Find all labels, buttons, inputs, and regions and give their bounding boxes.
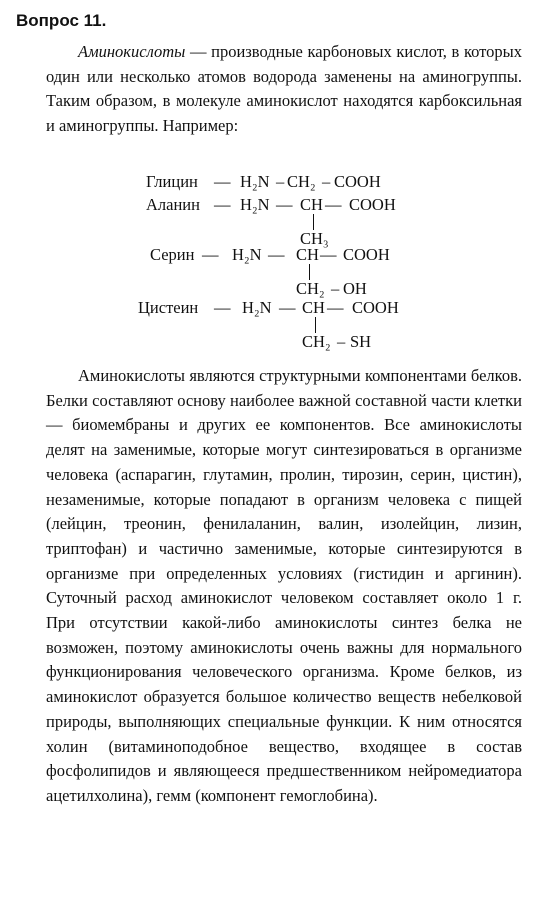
cysteine-vertical-bond bbox=[315, 317, 316, 333]
serine-ch2: CH₂ bbox=[296, 279, 325, 298]
cysteine-ch: CH bbox=[302, 298, 325, 317]
alanine-dash: — bbox=[214, 195, 231, 214]
glycine-dash: — bbox=[214, 172, 231, 191]
alanine-name: Аланин bbox=[146, 195, 200, 214]
alanine-ch: CH bbox=[300, 195, 323, 214]
cysteine-cooh: COOH bbox=[352, 298, 399, 317]
glycine-bond-1: – bbox=[276, 172, 285, 191]
cysteine-name: Цистеин bbox=[138, 298, 199, 317]
body-paragraph: Аминокислоты являются структурными компонентами белков. Белки составляют основу наиболее важной составной части клетки — биомембраны и других ее компонентов. Все аминокислоты делят на заменимые, которые могут синтезироваться в организме человека (аспарагин, глутамин, пролин, тирозин, серин, цистин), незаменимые, которые попадают в организм человека с пищей (лейцин, треонин, фенилаланин, валин, изолейцин, лизин, триптофан) и частично заменимые, которые синтезируются в организме при определенных условиях (гистидин и аргинин). Суточный расход аминокислот человеком составляет около 1 г. При отсутствии какой-либо аминокислоты синтез белка не возможен, поэтому аминокислоты очень важны для нормального функционирования человеческого организма. Кроме белков, из аминокислот образуется большое количество веществ небелковой природы, выполняющих специальные функции. К ним относятся холин (витаминоподобное вещество, входящее в состав фосфолипидов и являющееся предшественником нейромедиатора ацетилхолина), гемм (компонент гемоглобина). bbox=[46, 366, 522, 805]
cysteine-sh-bond: – bbox=[337, 332, 346, 351]
question-heading: Вопрос 11. bbox=[16, 11, 107, 30]
alanine-bond-2: — bbox=[325, 195, 342, 214]
alanine-cooh: COOH bbox=[349, 195, 396, 214]
cysteine-bond-1: — bbox=[279, 298, 296, 317]
glycine-name: Глицин bbox=[146, 172, 198, 191]
serine-name: Серин bbox=[150, 245, 195, 264]
cysteine-bond-2: — bbox=[327, 298, 344, 317]
intro-term: Аминокислоты bbox=[78, 42, 186, 61]
serine-dash: — bbox=[202, 245, 219, 264]
alanine-bond-1: — bbox=[276, 195, 293, 214]
serine-ch: CH bbox=[296, 245, 319, 264]
cysteine-sh: SH bbox=[350, 332, 372, 351]
serine-vertical-bond bbox=[309, 264, 310, 280]
glycine-cooh: COOH bbox=[334, 172, 381, 191]
alanine-vertical-bond bbox=[313, 214, 314, 230]
serine-cooh: COOH bbox=[343, 245, 390, 264]
alanine-h2n: H₂N bbox=[240, 195, 270, 214]
cysteine-dash: — bbox=[214, 298, 231, 317]
amino-acid-formulas bbox=[0, 0, 550, 360]
cysteine-ch2: CH₂ bbox=[302, 332, 331, 351]
glycine-ch2: CH₂ bbox=[287, 172, 316, 191]
glycine-bond-2: – bbox=[322, 172, 331, 191]
serine-oh: OH bbox=[343, 279, 367, 298]
intro-text: — производные карбоновых кислот, в которых один или несколько атомов водорода заменены на аминогруппы. Таким образом, в молекуле аминокислот находятся карбоксильная и аминогруппы. Например: bbox=[46, 42, 522, 135]
serine-bond-1: — bbox=[268, 245, 285, 264]
serine-oh-bond: – bbox=[331, 279, 340, 298]
glycine-h2n: H₂N bbox=[240, 172, 270, 191]
alanine-ch3: CH₃ bbox=[300, 229, 329, 248]
cysteine-h2n: H₂N bbox=[242, 298, 272, 317]
serine-h2n: H₂N bbox=[232, 245, 262, 264]
serine-bond-2: — bbox=[320, 245, 337, 264]
